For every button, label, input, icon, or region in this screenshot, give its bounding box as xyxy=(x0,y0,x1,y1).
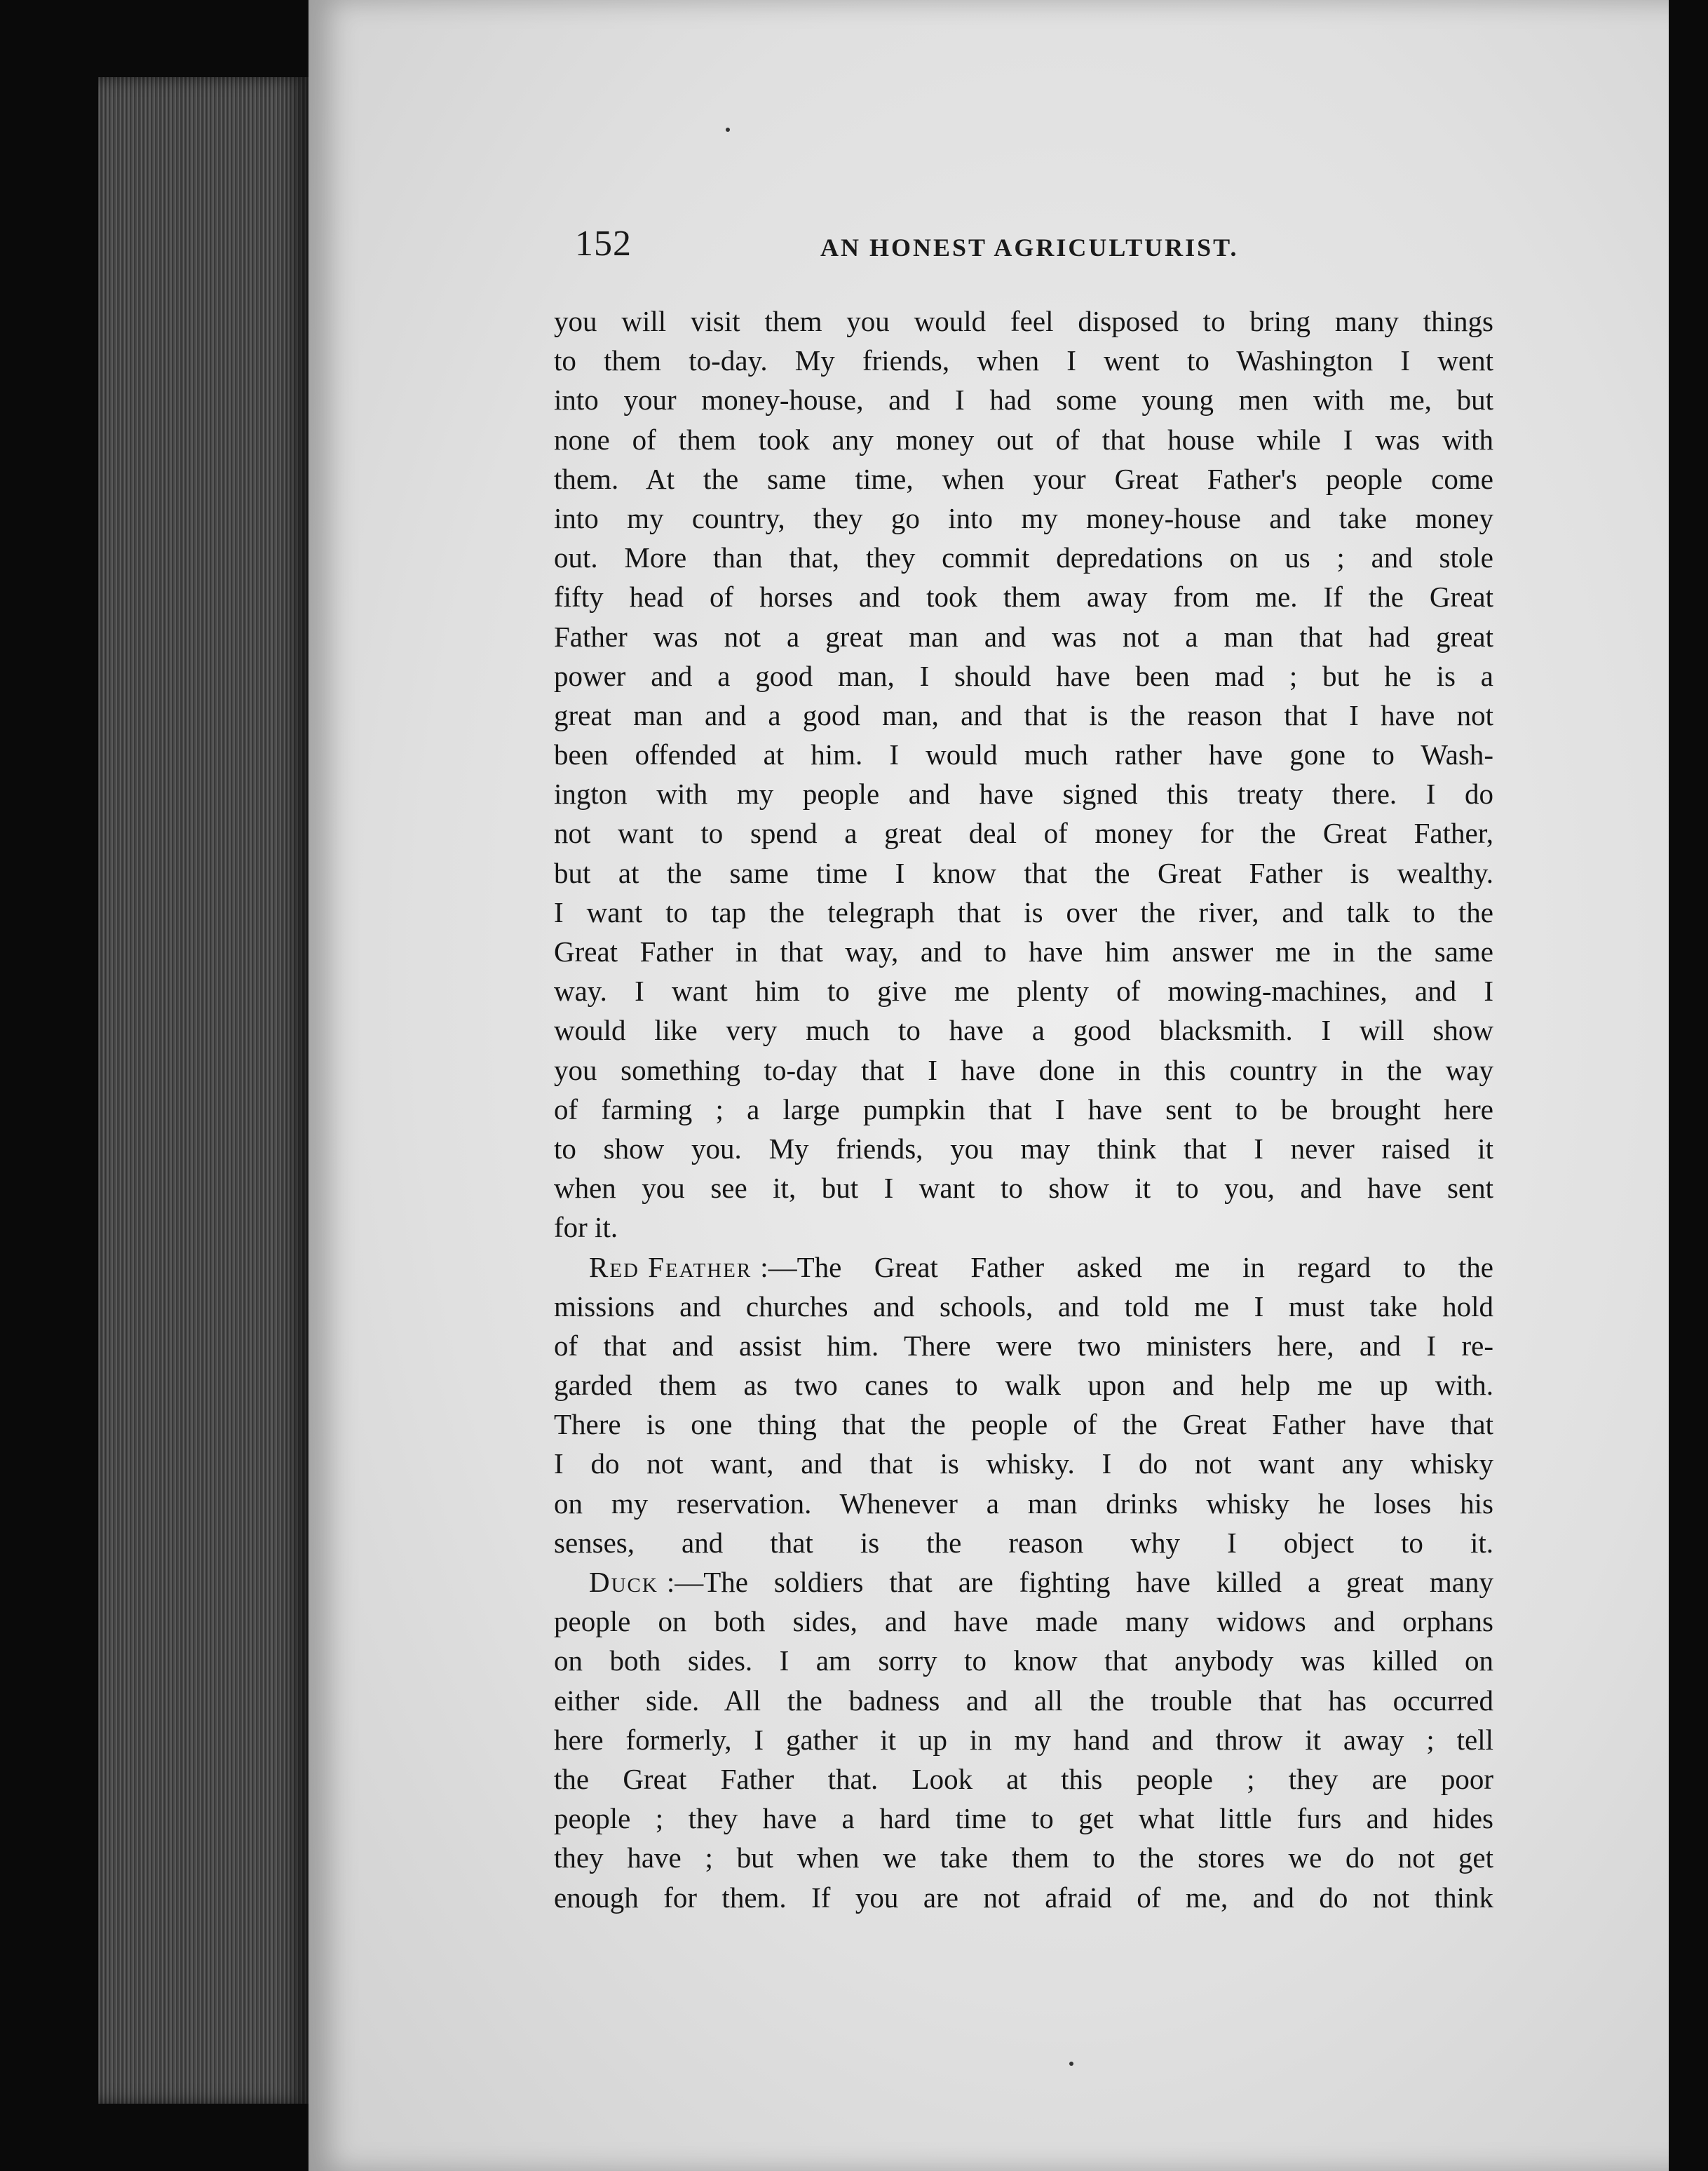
text-line xyxy=(554,1208,1493,1247)
line-text: here formerly, I gather it up in my hand and throw it away ; tell xyxy=(554,1723,1493,1756)
text-line xyxy=(554,1090,1493,1129)
line-text: out. More than that, they commit depredations on us ; and stole xyxy=(554,541,1493,574)
text-line xyxy=(554,1799,1493,1838)
text-line xyxy=(554,853,1493,893)
line-text: to them to-day. My friends, when I went to Washington I went xyxy=(554,344,1493,377)
text-line xyxy=(554,1878,1493,1917)
line-text: garded them as two canes to walk upon and help me up with. xyxy=(554,1369,1493,1402)
line-text: but at the same time I know that the Great Father is wealthy. xyxy=(554,856,1493,889)
line-text: ington with my people and have signed this treaty there. I do xyxy=(554,778,1493,811)
text-line xyxy=(554,696,1493,735)
text-line xyxy=(554,1602,1493,1641)
line-text: missions and churches and schools, and told me I must take hold xyxy=(554,1290,1493,1323)
ink-speck xyxy=(726,128,730,132)
line-text: people ; they have a hard time to get what little furs and hides xyxy=(554,1802,1493,1835)
text-line xyxy=(554,932,1493,971)
text-line xyxy=(554,459,1493,499)
line-text: Father was not a great man and was not a man that had great xyxy=(554,620,1493,653)
line-text: the Great Father that. Look at this people ; they are poor xyxy=(554,1762,1493,1795)
text-line xyxy=(554,1326,1493,1365)
text-line xyxy=(554,1129,1493,1168)
line-text: into your money-house, and I had some young men with me, but xyxy=(554,384,1493,417)
speaker-name: Red Feather xyxy=(589,1250,752,1283)
line-text: people on both sides, and have made many widows and orphans xyxy=(554,1605,1493,1638)
line-text: you will visit them you would feel disposed to bring many things xyxy=(554,305,1493,337)
book-page-edges xyxy=(98,77,309,2104)
line-text: you something to-day that I have done in this country in the way xyxy=(554,1053,1493,1086)
page-header xyxy=(575,223,1367,265)
line-text: Great Father in that way, and to have him answer me in the same xyxy=(554,935,1493,968)
text-line xyxy=(554,1247,1493,1287)
line-text: into my country, they go into my money-house and take money xyxy=(554,501,1493,534)
running-title: AN HONEST AGRICULTURIST. xyxy=(820,234,1239,262)
line-text: There is one thing that the people of the Great Father have that xyxy=(554,1408,1493,1441)
text-line xyxy=(554,735,1493,774)
line-text: when you see it, but I want to show it to you, and have sent xyxy=(554,1172,1493,1205)
text-line xyxy=(554,1444,1493,1483)
text-line xyxy=(554,380,1493,419)
line-text: senses, and that is the reason why I object to it. xyxy=(554,1526,1493,1559)
text-line xyxy=(554,893,1493,932)
text-line xyxy=(554,499,1493,538)
text-line xyxy=(554,1405,1493,1444)
text-line xyxy=(554,617,1493,656)
text-line xyxy=(554,1287,1493,1326)
text-line xyxy=(554,1759,1493,1799)
text-line xyxy=(554,1838,1493,1877)
text-line xyxy=(554,1641,1493,1680)
speaker-name: Duck xyxy=(589,1566,658,1598)
line-text: them. At the same time, when your Great Father's people come xyxy=(554,462,1493,495)
line-text: not want to spend a great deal of money for the Great Father, xyxy=(554,817,1493,850)
line-text: none of them took any money out of that house while I was with xyxy=(554,423,1493,456)
line-text: of that and assist him. There were two ministers here, and I re- xyxy=(554,1329,1493,1362)
ink-speck xyxy=(1069,2062,1073,2066)
line-text: great man and a good man, and that is the reason that I have not xyxy=(554,698,1493,731)
text-line xyxy=(554,538,1493,577)
line-text: would like very much to have a good blacksmith. I will show xyxy=(554,1014,1493,1047)
text-line xyxy=(554,1050,1493,1090)
line-text: been offended at him. I would much rather have gone to Wash- xyxy=(554,738,1493,771)
line-text: on both sides. I am sorry to know that anybody was killed on xyxy=(554,1644,1493,1677)
line-text: of farming ; a large pumpkin that I have sent to be brought here xyxy=(554,1093,1493,1125)
line-text: either side. All the badness and all the trouble that has occurred xyxy=(554,1684,1493,1717)
line-text: fifty head of horses and took them away from me. If the Great xyxy=(554,581,1493,614)
line-text: :—The Great Father asked me in regard to the xyxy=(760,1250,1493,1283)
text-line xyxy=(554,1168,1493,1208)
line-text: for it. xyxy=(554,1211,618,1244)
text-line xyxy=(554,1562,1493,1602)
line-text: I want to tap the telegraph that is over the river, and talk to the xyxy=(554,895,1493,928)
text-line xyxy=(554,971,1493,1010)
line-text: to show you. My friends, you may think that I never raised it xyxy=(554,1132,1493,1165)
line-text: power and a good man, I should have been mad ; but he is a xyxy=(554,659,1493,692)
text-line xyxy=(554,1523,1493,1562)
text-line xyxy=(554,577,1493,616)
body-text xyxy=(554,302,1493,1917)
text-line xyxy=(554,1720,1493,1759)
line-text: enough for them. If you are not afraid of me, and do not think xyxy=(554,1881,1493,1914)
page-number: 152 xyxy=(575,224,632,264)
line-text: they have ; but when we take them to the stores we do not get xyxy=(554,1841,1493,1874)
line-text: :—The soldiers that are fighting have killed a great many xyxy=(666,1566,1493,1598)
text-line xyxy=(554,1484,1493,1523)
text-line xyxy=(554,774,1493,813)
line-text: I do not want, and that is whisky. I do not want any whisky xyxy=(554,1447,1493,1480)
text-line xyxy=(554,302,1493,341)
text-line xyxy=(554,656,1493,696)
text-line xyxy=(554,341,1493,380)
line-text: on my reservation. Whenever a man drinks whisky he loses his xyxy=(554,1487,1493,1520)
text-line xyxy=(554,813,1493,853)
scan-border xyxy=(1669,0,1708,2171)
text-line xyxy=(554,1681,1493,1720)
line-text: way. I want him to give me plenty of mowing-machines, and I xyxy=(554,975,1493,1008)
text-line xyxy=(554,420,1493,459)
text-line xyxy=(554,1010,1493,1050)
text-line xyxy=(554,1365,1493,1405)
